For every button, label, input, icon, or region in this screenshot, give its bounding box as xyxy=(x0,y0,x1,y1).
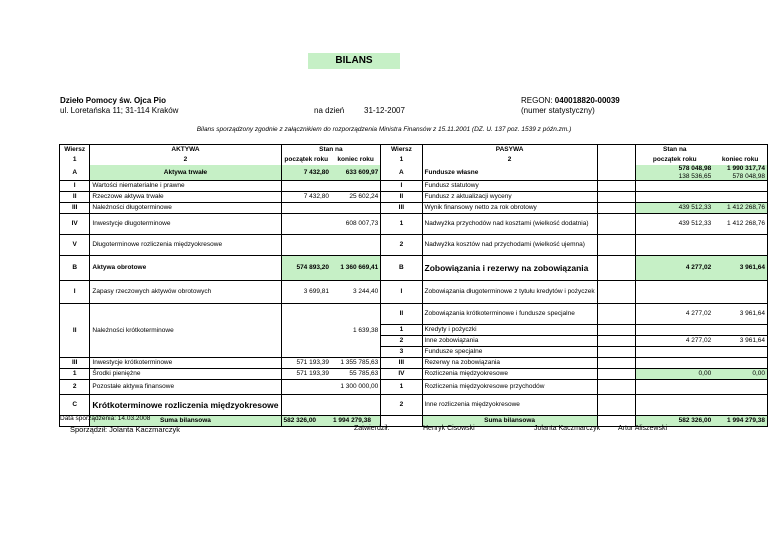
row-C: C Krótkoterminowe rozliczenia międzyokresowe 2 Inne rozliczenia międzyokresowe xyxy=(60,395,768,416)
pasywa-header: PASYWA xyxy=(422,145,597,156)
assets-sum-label: Suma bilansowa xyxy=(90,416,281,427)
signatory-1: Henryk Cisowski xyxy=(423,425,475,432)
liab-sum-label: Suma bilansowa xyxy=(422,416,597,427)
legal-basis-note: Bilans sporządzony zgodnie z załącznikiem do rozporządzenia Ministra Finansów z 15.11.2001 (DZ. U. 137 poz. 1539 z późn.zm.) xyxy=(196,126,572,133)
row-B-III-2: 2 Pozostałe aktywa finansowe 1 300 000,00 1 Rozliczenia międzyokresowe przychodów xyxy=(60,380,768,395)
balance-date: 31-12-2007 xyxy=(364,106,405,115)
approved-by-label: Zatwierdził: xyxy=(354,425,390,432)
header-row-2 xyxy=(60,155,768,165)
signatory-2: Jolanta Kaczmarczyk xyxy=(534,425,601,432)
wiersz-header: Wiersz xyxy=(60,145,90,156)
regon-number: 040018820-00039 xyxy=(554,96,620,105)
aktywa-header: AKTYWA xyxy=(90,145,281,156)
assets-sum-start: 582 326,00 xyxy=(281,416,331,427)
row-4: IV Inwestycje długoterminowe 608 007,73 1 Nadwyżka przychodów nad kosztami (wielkość dodatnia) 439 512,33 1 412 268,76 xyxy=(60,214,768,235)
assets-sum-end: 1 994 279,38 xyxy=(331,416,381,427)
row-B-II-2: 2 Inne zobowiązania 4 277,02 3 961,64 xyxy=(60,336,768,347)
row-B-II-1: 1 Kredyty i pożyczki xyxy=(60,325,768,336)
num2-b: 2 xyxy=(422,155,597,165)
row-B: B Aktywa obrotowe 574 893,20 1 360 669,41 B Zobowiązania i rezerwy na zobowiązania 4 277,02 3 961,64 xyxy=(60,256,768,281)
prepared-by: Sporządził: Jolanta Kaczmarczyk xyxy=(70,425,181,434)
row-A: A Aktywa trwałe 7 432,80 633 609,97 A Fundusze własne 578 048,98 138 536,65 1 990 317,74 578 048,98 xyxy=(60,165,768,181)
balance-sheet-table xyxy=(59,144,768,427)
wiersz-header-2: Wiersz xyxy=(381,145,422,156)
liab-end-header: koniec roku xyxy=(713,155,767,165)
liab-start-header: początek roku xyxy=(652,156,697,164)
row-B-III-1: 1 Środki pieniężne 571 193,39 55 785,63 IV Rozliczenia międzyokresowe 0,00 0,00 xyxy=(60,369,768,380)
num2: 2 xyxy=(90,155,281,165)
row-B-III: III Inwestycje krótkoterminowe 571 193,39 1 355 785,63 III Rezerwy na zobowiązania xyxy=(60,358,768,369)
num1-b: 1 xyxy=(381,155,422,165)
row-5: V Długoterminowe rozliczenia międzyokresowe 2 Nadwyżka kosztów nad przychodami (wielkość ujemna) xyxy=(60,235,768,256)
row-3: III Należności długoterminowe III Wynik finansowy netto za rok obrotowy 439 512,33 1 412 268,76 xyxy=(60,203,768,214)
document-title: BILANS xyxy=(308,53,400,69)
liab-stan-na: Stan na xyxy=(636,145,713,156)
assets-stan-na: Stan na xyxy=(281,145,381,156)
regon xyxy=(521,96,620,105)
preparation-date: Data sporządzenia: 14.03.2008 xyxy=(60,415,151,422)
row-B-II: II Należności krótkoterminowe 1 639,38 II Zobowiązania krótkoterminowe i fundusze specjalne 4 277,02 3 961,64 xyxy=(60,304,768,325)
organization-name: Dzieło Pomocy św. Ojca Pio xyxy=(60,96,166,105)
organization-address: ul. Loretańska 11; 31-114 Kraków xyxy=(60,106,179,115)
header-row-1 xyxy=(60,145,768,156)
row-2: II Rzeczowe aktywa trwałe 7 432,80 25 602,24 II Fundusz z aktualizacji wyceny xyxy=(60,192,768,203)
assets-start-header: początek roku xyxy=(284,156,329,164)
balance-date-label: na dzień xyxy=(314,106,345,115)
liab-sum-end: 1 994 279,38 xyxy=(713,416,767,427)
row-B-II-3: 3 Fundusze specjalne xyxy=(60,347,768,358)
signatory-3: Artur Aliszewski xyxy=(618,425,668,432)
regon-label: REGON: xyxy=(521,96,553,105)
num1: 1 xyxy=(60,155,90,165)
regon-note: (numer statystyczny) xyxy=(521,106,595,115)
assets-end-header: koniec roku xyxy=(331,155,381,165)
row-1: I Wartości niematerialne i prawne I Fundusz statutowy xyxy=(60,181,768,192)
row-B-I: I Zapasy rzeczowych aktywów obrotowych 3 699,81 3 244,40 I Zobowiązania długoterminowe z tytułu kredytów i pożyczek xyxy=(60,281,768,304)
liab-sum-start: 582 326,00 xyxy=(636,416,713,427)
